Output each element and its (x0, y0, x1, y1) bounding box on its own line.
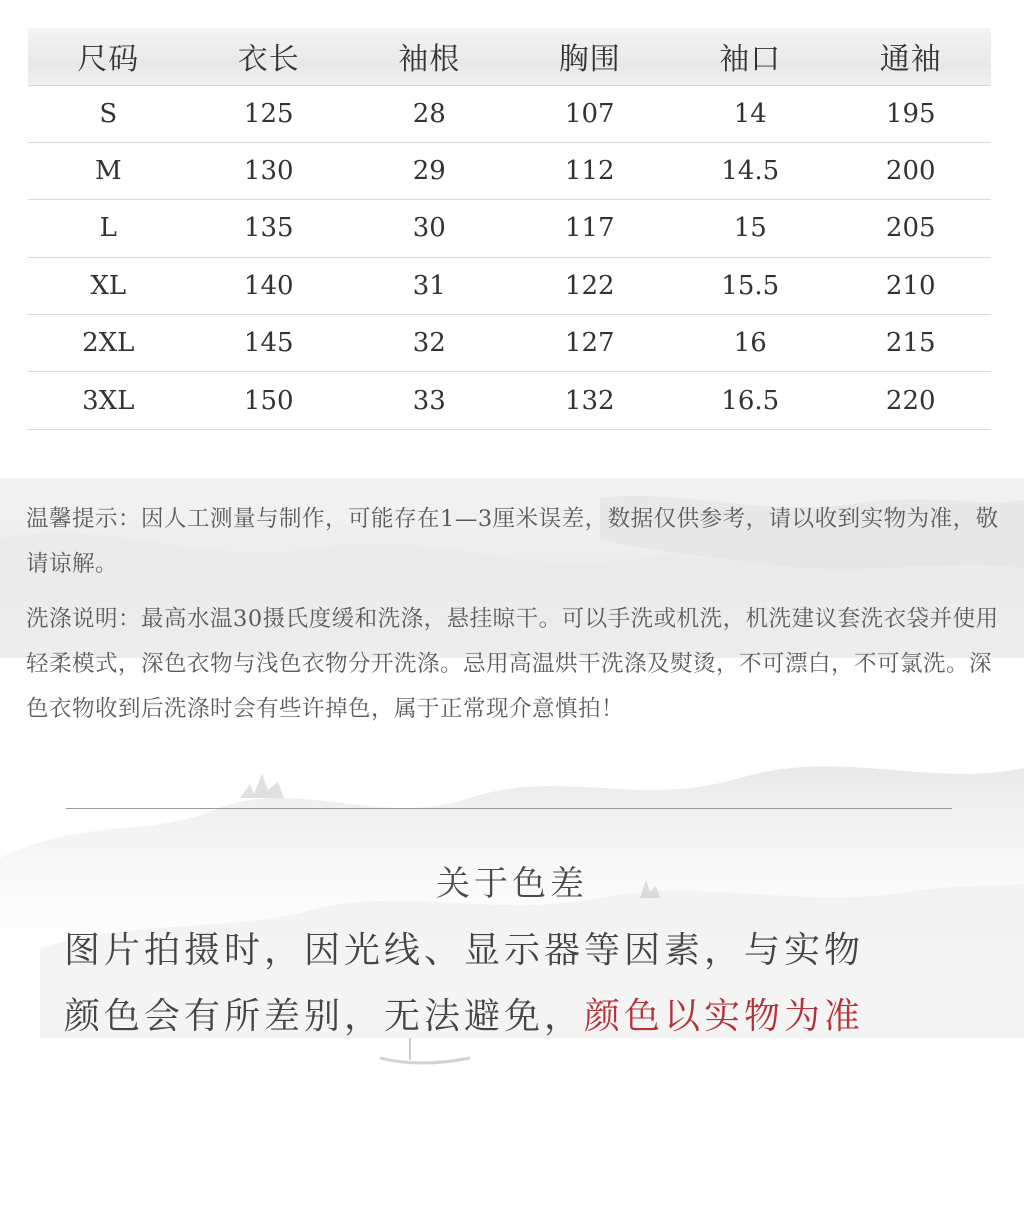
washing-instructions-note: 洗涤说明：最高水温30摄氏度缓和洗涤，悬挂晾干。可以手洗或机洗，机洗建议套洗衣袋并使用轻柔模式，深色衣物与浅色衣物分开洗涤。忌用高温烘干洗涤及熨烫，不可漂白，不可氯洗。深色衣物收到后洗涤时会有些许掉色，属于正常现介意慎拍！ (26, 606, 999, 722)
ink-landscape-illustration (0, 478, 1024, 1213)
table-cell: 14 (733, 98, 767, 129)
table-cell: 15.5 (721, 270, 780, 301)
table-cell: 33 (412, 385, 446, 416)
color-difference-title: 关于色差 (436, 864, 588, 904)
color-difference-emphasis: 颜色以实物为准 (584, 996, 865, 1037)
header-cuff: 袖口 (719, 42, 782, 78)
color-difference-body (64, 918, 964, 1050)
size-chart-table (28, 28, 991, 430)
table-cell: 16.5 (721, 385, 780, 416)
table-cell: 122 (564, 270, 615, 301)
table-cell: M (94, 156, 122, 187)
table-cell: 195 (885, 98, 936, 129)
color-difference-line-1: 图片拍摄时，因光线、显示器等因素，与实物 (64, 930, 865, 971)
table-cell: 210 (885, 270, 936, 301)
color-difference-line-2 (64, 984, 964, 1050)
table-cell: 215 (885, 328, 936, 359)
table-row (28, 257, 991, 314)
table-cell: 130 (243, 156, 294, 187)
table-cell: 220 (885, 385, 936, 416)
measurement-tip-note: 温馨提示：因人工测量与制作，可能存在1—3厘米误差，数据仅供参考，请以收到实物为准，敬请谅解。 (26, 506, 999, 577)
table-cell: 31 (412, 270, 446, 301)
table-cell: 30 (412, 213, 446, 244)
table-cell: 112 (564, 156, 615, 187)
header-size: 尺码 (77, 42, 140, 78)
table-row (28, 315, 991, 372)
table-row (28, 372, 991, 429)
table-cell: 132 (564, 385, 615, 416)
table-cell: 3XL (82, 385, 135, 416)
header-sleeve-root: 袖根 (398, 42, 461, 78)
table-cell: 135 (243, 213, 294, 244)
header-sleeve-span: 通袖 (879, 42, 942, 78)
table-cell: L (99, 213, 117, 244)
header-chest: 胸围 (558, 42, 621, 78)
table-cell: 127 (564, 328, 615, 359)
ink-wash-background (0, 478, 1024, 1213)
table-row (28, 200, 991, 257)
table-cell: 125 (243, 98, 294, 129)
table-cell: 145 (243, 328, 294, 359)
table-cell: 15 (733, 213, 767, 244)
table-row (28, 85, 991, 142)
table-cell: 32 (412, 328, 446, 359)
color-difference-line-2-prefix: 颜色会有所差别，无法避免， (64, 996, 585, 1037)
table-cell: 2XL (82, 328, 135, 359)
table-header-row (28, 28, 991, 85)
table-cell: 29 (412, 156, 446, 187)
table-row (28, 142, 991, 199)
table-cell: 140 (243, 270, 294, 301)
table-cell: 200 (885, 156, 936, 187)
table-cell: 14.5 (721, 156, 780, 187)
table-cell: 28 (412, 98, 446, 129)
table-cell: 150 (243, 385, 294, 416)
table-cell: 205 (885, 213, 936, 244)
table-cell: 117 (564, 213, 615, 244)
table-cell: S (99, 98, 118, 129)
table-cell: 107 (564, 98, 615, 129)
table-cell: XL (90, 270, 127, 301)
section-divider (66, 808, 952, 809)
table-cell: 16 (733, 328, 767, 359)
header-length: 衣长 (237, 42, 300, 78)
